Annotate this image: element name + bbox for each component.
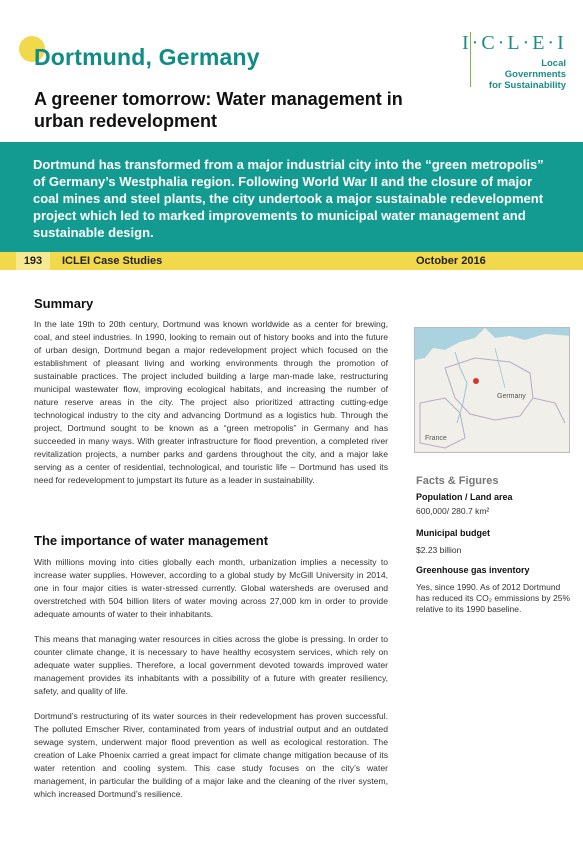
importance-paragraph-2: This means that managing water resources in cities across the globe is pressing. In order to counter climate change, it is necessary to have healthy ecosystem services, which rely on adequate water supplies. Therefore, a local government devoted towards improved water management provides its inhabitants with a possibility of a future with greater resiliency, safety, and quality of life. xyxy=(34,634,388,696)
importance-heading: The importance of water management xyxy=(34,533,269,548)
importance-paragraph-1: With millions moving into cities globally each month, urbanization implies a necessity to increase water supplies. However, according to a global study by McGill University in 2014, one in four major cities is water-stressed currently. Global watersheds are overused and overstretched with 504 billion liters of water moving across 27,000 km in order to provide adequate amounts of water to their inhabitants. xyxy=(34,557,388,619)
dortmund-marker xyxy=(473,378,479,384)
summary-heading: Summary xyxy=(34,296,94,311)
population-value: 600,000/ 280.7 km² xyxy=(416,506,490,516)
summary-text: In the late 19th to 20th century, Dortmund was known worldwide as a center for brewing, coal, and steel industries. In 1990, looking to remain out of history books and into the future of urban design, Dortmund began a major redevelopment project which focused on the establishment of pleasant living and working environments through the promotion of sustainable practices. The project included building a large man-made lake, restructuring municipal wastewater flow, improving ecological habitats, and increasing the number of nature reserve areas in the city. The project also prioritized attracting cutting-edge technological industry to the city and advancing Dortmund as a logistics hub. Through the project, Dortmund sought to be known as a “green metropolis” in Germany and has succeeded in many ways. With greater infrastructure for flood prevention, a completed river revitalization projects, a number parks and gardens throughout the city, and a major lake serving as a center of residential, technological, and touristic life – Dortmund has used its need for redevelopment to jumpstart its future as a leader in sustainability. xyxy=(34,319,388,485)
budget-value: $2.23 billion xyxy=(416,545,462,555)
map-label-france: France xyxy=(425,435,447,442)
ghg-label: Greenhouse gas inventory xyxy=(416,565,530,575)
iclei-logo xyxy=(462,32,572,92)
publication-date: October 2016 xyxy=(416,255,486,267)
page-title: Dortmund, Germany xyxy=(34,44,260,70)
population-label: Population / Land area xyxy=(416,492,513,502)
page-subtitle: A greener tomorrow: Water management in urban redevelopment xyxy=(34,89,403,131)
case-study-number: 193 xyxy=(16,252,50,270)
logo-line-1: Local xyxy=(541,58,566,69)
series-strip xyxy=(0,252,583,270)
logo-line-3: for Sustainability xyxy=(488,80,566,91)
intro-banner xyxy=(0,142,583,252)
importance-paragraph-3: Dortmund’s restructuring of its water sources in their redevelopment has proven successful. The polluted Emscher River, contaminated from years of industrial output and an outdated sewage system, underwent major flood prevention as well as ecological restoration. The creation of Lake Phoenix carried a great impact for climate change mitigation because of its water retention and cooling system. This case study focuses on the city’s water management, in particular the building of a major lake and the cleaning of the river system, which increased Dortmund’s resilience. xyxy=(34,711,388,799)
ghg-value: Yes, since 1990. As of 2012 Dortmund has reduced its CO₂ emmissions by 25% relative to its 1990 baseline. xyxy=(416,582,571,614)
intro-text: Dortmund has transformed from a major industrial city into the “green metropolis” of Germany’s Westphalia region. Following World War II and the closure of major coal mines and steel plants, the city undertook a major sustainable redevelopment project which led to marked improvements to municipal water management and sustainable design. xyxy=(33,157,544,240)
map-graphic xyxy=(415,328,570,453)
series-name: ICLEI Case Studies xyxy=(62,255,163,267)
location-map xyxy=(414,327,570,453)
facts-title: Facts & Figures xyxy=(416,475,499,487)
map-label-germany: Germany xyxy=(497,393,526,400)
budget-label: Municipal budget xyxy=(416,528,490,538)
logo-letters: I·C·L·E·I xyxy=(462,32,567,54)
logo-line-2: Governments xyxy=(504,69,566,80)
